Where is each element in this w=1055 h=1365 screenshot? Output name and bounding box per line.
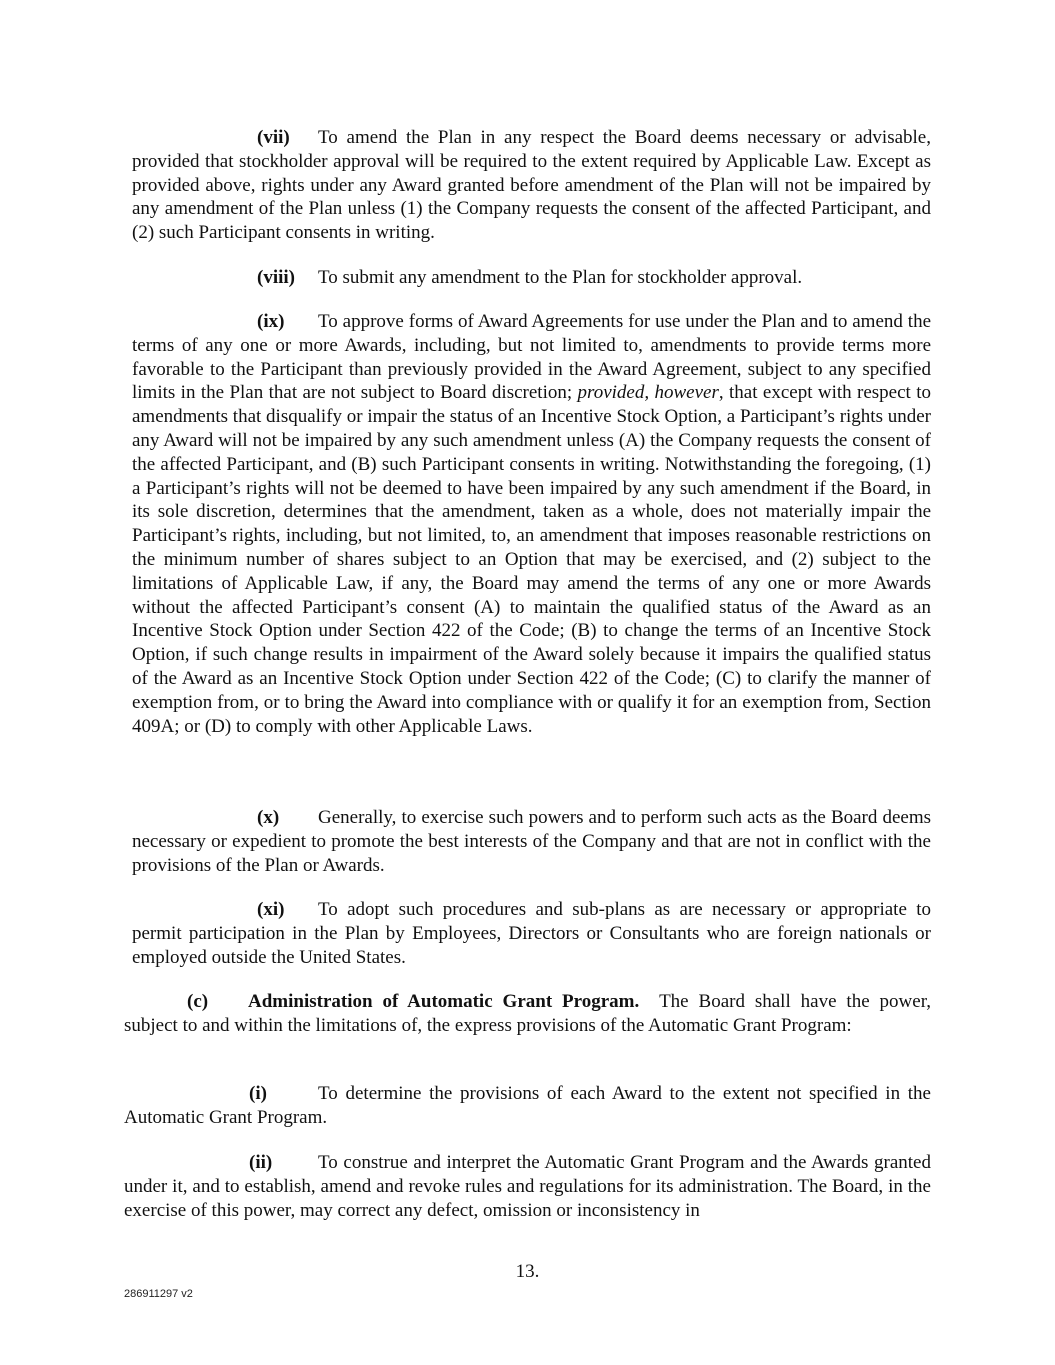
paragraph-label: (vii) bbox=[257, 127, 290, 148]
section-heading: Administration of Automatic Grant Program. bbox=[248, 991, 640, 1012]
paragraph-text: To amend the Plan in any respect the Board deems necessary or advisable, provided that stockholder approval will be required to the extent required by Applicable Law. Except as provided above, rights under any Award granted before amendment of the Plan will not be impaired by any amendment of the Plan unless (1) the Company requests the consent of the affected Participant, and (2) such Participant consents in writing. bbox=[132, 127, 931, 244]
paragraph-text: Generally, to exercise such powers and to perform such acts as the Board deems necessary or expedient to promote the best interests of the Company and that are not in conflict with the provisions of the Plan or Awards. bbox=[132, 807, 931, 876]
paragraph-vii bbox=[132, 126, 931, 245]
paragraph-x bbox=[132, 806, 931, 877]
paragraph-text-italic: provided, however bbox=[577, 382, 719, 404]
paragraph-viii bbox=[132, 266, 931, 290]
paragraph-label: (ix) bbox=[257, 311, 285, 332]
paragraph-label: (viii) bbox=[257, 267, 295, 288]
document-id: 286911297 v2 bbox=[124, 1288, 193, 1300]
paragraph-text: To approve forms of Award Agreements for use under the Plan and to amend the terms of any one or more Awards, including, but not limited to, amendments to provide terms more favorable to the Participant than previously provided in the Award Agreement, subject to any specified limits in the Plan that are not subject to Board discretion; bbox=[132, 311, 931, 404]
paragraph-xi bbox=[132, 898, 931, 969]
paragraph-label: (i) bbox=[249, 1083, 267, 1104]
paragraph-ix bbox=[132, 310, 931, 738]
paragraph-label: (xi) bbox=[257, 899, 285, 920]
paragraph-text: The Board shall have the power, subject to and within the limitations of, the express provisions of the Automatic Grant Program: bbox=[124, 991, 932, 1036]
paragraph-text: To submit any amendment to the Plan for stockholder approval. bbox=[318, 267, 803, 288]
paragraph-label: (ii) bbox=[249, 1152, 273, 1173]
paragraph-text: , that except with respect to amendments that disqualify or impair the status of an Incentive Stock Option, a Participant’s rights under any Award will not be impaired by any such amendment unless (A) the Company requests the consent of the affected Participant, and (B) such Participant consents in writing. Notwithstanding the foregoing, (1) a Participant’s rights will not be deemed to have been impaired by any such amendment if the Board, in its sole discretion, determines that the amendment, taken as a whole, does not materially impair the Participant’s rights, including, but not limited, to, an amendment that imposes reasonable restrictions on the minimum number of shares subject to an Option that may be exercised, and (2) subject to the limitations of Applicable Law, if any, the Board may amend the terms of any one or more Awards without the affected Participant’s consent (A) to maintain the qualified status of the Award as an Incentive Stock Option under Section 422 of the Code; (B) to change the terms of an Incentive Stock Option, if such change results in impairment of the Award solely because it impairs the qualified status of the Award as an Incentive Stock Option under Section 422 of the Code; (C) to clarify the manner of exemption from, or to bring the Award into compliance with or qualify it for an exemption from, Section 409A; or (D) to comply with other Applicable Laws. bbox=[132, 382, 931, 737]
paragraph-text: To adopt such procedures and sub-plans as are necessary or appropriate to permit participation in the Plan by Employees, Directors or Consultants who are foreign nationals or employed outside the United States. bbox=[132, 899, 931, 968]
section-label: (c) bbox=[187, 991, 209, 1012]
paragraph-text: To construe and interpret the Automatic Grant Program and the Awards granted under it, and to establish, amend and revoke rules and regulations for its administration. The Board, in the exercise of this power, may correct any defect, omission or inconsistency in bbox=[124, 1152, 931, 1221]
page-number: 13. bbox=[515, 1261, 540, 1282]
paragraph-label: (x) bbox=[257, 807, 280, 828]
paragraph-text: To determine the provisions of each Award to the extent not specified in the Automatic Grant Program. bbox=[124, 1083, 931, 1128]
paragraph-ii bbox=[124, 1151, 931, 1222]
section-c bbox=[124, 990, 931, 1038]
paragraph-i bbox=[124, 1082, 931, 1130]
